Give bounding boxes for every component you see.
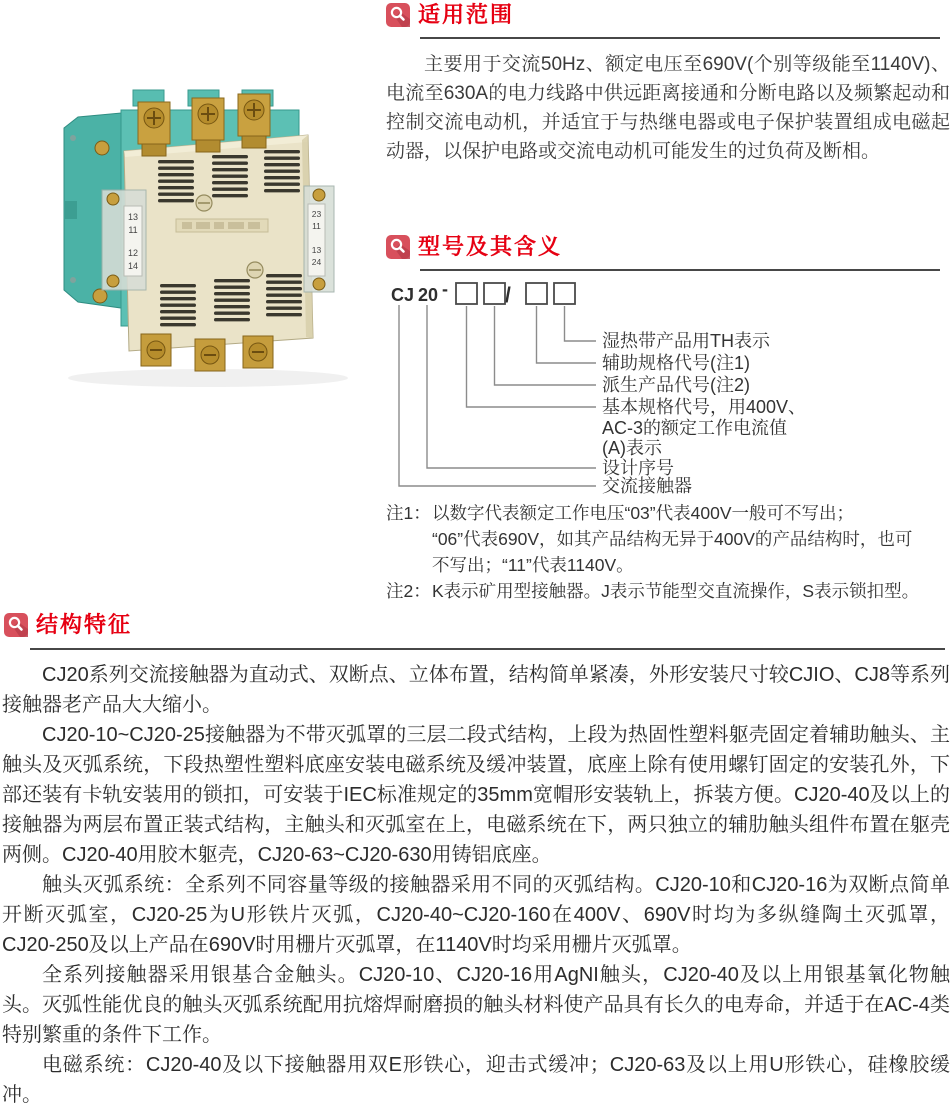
aux-label-right-1: 23 <box>311 209 322 219</box>
section-structure <box>0 612 952 1105</box>
note-line: “06”代表690V，如其产品结构无异于400V的产品结构时，也可 <box>432 529 913 549</box>
note-label: 注1： <box>386 503 431 523</box>
section-header-structure <box>4 612 952 638</box>
product-photo <box>36 56 388 408</box>
note-label: 注2： <box>386 581 431 601</box>
model-dash: - <box>442 281 448 299</box>
section-title-model: 型号及其含义 <box>418 234 563 259</box>
model-label: 辅助规格代号(注1) <box>602 353 750 373</box>
magnifier-icon <box>386 235 410 259</box>
note-text: K表示矿用型接触器。J表示节能型交直流操作，S表示锁扣型。 <box>432 581 920 601</box>
section-header-model <box>386 234 562 260</box>
aux-label-right-3: 13 <box>311 245 322 255</box>
model-box-3 <box>526 283 547 304</box>
structure-paragraph: 触头灭弧系统：全系列不同容量等级的接触器采用不同的灭弧结构。CJ20-10和CJ20-16为双断点简单开断灭弧室，CJ20-25为U形铁片灭弧，CJ20-40~CJ20-160在400V、690V时均为多纵缝陶土灭弧罩，CJ20-250及以上产品在690V时用栅片灭弧罩，在1140V时均采用栅片灭弧罩。 <box>2 874 950 956</box>
model-label: 派生产品代号(注2) <box>602 375 750 395</box>
aux-label-left-4: 14 <box>127 261 139 271</box>
aux-label-right-4: 24 <box>311 257 322 267</box>
model-label: AC-3的额定工作电流值 <box>602 418 788 438</box>
aux-label-right-2: 11 <box>312 221 321 231</box>
magnifier-icon <box>386 3 410 27</box>
magnifier-icon <box>4 613 28 637</box>
structure-paragraph: CJ20-10~CJ20-25接触器为不带灭弧罩的三层二段式结构，上段为热固性塑料躯壳固定着辅助触头、主触头及灭弧系统，下段热塑性塑料底座安装电磁系统及缓冲装置，底座上除有使用螺钉固定的安装孔外，下部还装有卡轨安装用的锁扣，可安装于IEC标准规定的35mm宽帽形安装轨上，拆装方便。CJ20-40及以上的接触器为两层布置正装式结构，主触头和灭弧室在上，电磁系统在下，两只独立的辅肋触头组件布置在躯壳两侧。CJ20-40用胶木躯壳，CJ20-63~CJ20-630用铸铝底座。 <box>2 724 950 866</box>
section-title-structure: 结构特征 <box>36 612 133 637</box>
model-slash: / <box>505 284 511 307</box>
model-label: 设计序号 <box>602 458 674 478</box>
aux-label-left-1: 13 <box>127 212 139 222</box>
structure-paragraph: 电磁系统：CJ20-40及以下接触器用双E形铁心，迎击式缓冲；CJ20-63及以上用U形铁心，硅橡胶缓冲。 <box>2 1054 950 1105</box>
note-line <box>386 578 952 604</box>
model-label: 湿热带产品用TH表示 <box>602 331 770 351</box>
model-label: 交流接触器 <box>602 476 692 496</box>
model-prefix-20: 20 <box>418 285 439 305</box>
section-title-application: 适用范围 <box>418 2 515 27</box>
structure-paragraph: CJ20系列交流接触器为直动式、双断点、立体布置，结构简单紧凑，外形安装尺寸较CJIO、CJ8等系列接触器老产品大大缩小。 <box>2 664 950 716</box>
note-line: 不写出；“11”代表1140V。 <box>432 555 634 575</box>
section-header-application <box>386 2 514 28</box>
section-underline <box>30 648 945 650</box>
aux-label-left-2: 11 <box>128 225 138 235</box>
structure-paragraph: 全系列接触器采用银基合金触头。CJ20-10、CJ20-16用AgNI触头，CJ20-40及以上用银基氧化物触头。灭弧性能优良的触头灭弧系统配用抗熔焊耐磨损的触头材料使产品具有长久的电寿命，并适于在AC-4类特别繁重的条件下工作。 <box>2 964 950 1046</box>
model-label: (A)表示 <box>602 438 662 458</box>
section-underline <box>420 37 940 39</box>
note-text: 以数字代表额定工作电压“03”代表400V一般可不写出； <box>432 503 854 523</box>
model-box-4 <box>554 283 575 304</box>
model-label: 基本规格代号，用400V、 <box>602 397 807 417</box>
application-text: 主要用于交流50Hz、额定电压至690V(个别等级能至1140V)、电流至630A的电力线路中供远距离接通和分断电路以及频繁起动和控制交流电动机，并适宜于与热继电器或电子保护装置组成电磁起动器，以保护电路或交流电动机可能发生的过负荷及断相。 <box>386 54 950 162</box>
model-notes <box>386 500 952 604</box>
aux-label-left-3: 12 <box>127 248 139 258</box>
note-line <box>386 500 952 526</box>
structure-body <box>0 660 952 1105</box>
right-column <box>386 0 952 660</box>
model-box-1 <box>456 283 477 304</box>
diagram-connectors <box>399 305 596 486</box>
model-designation-diagram <box>386 281 952 503</box>
contactor-image <box>36 56 388 408</box>
section-underline <box>420 269 940 271</box>
model-box-2 <box>484 283 505 304</box>
model-prefix-cj: CJ <box>391 285 415 305</box>
